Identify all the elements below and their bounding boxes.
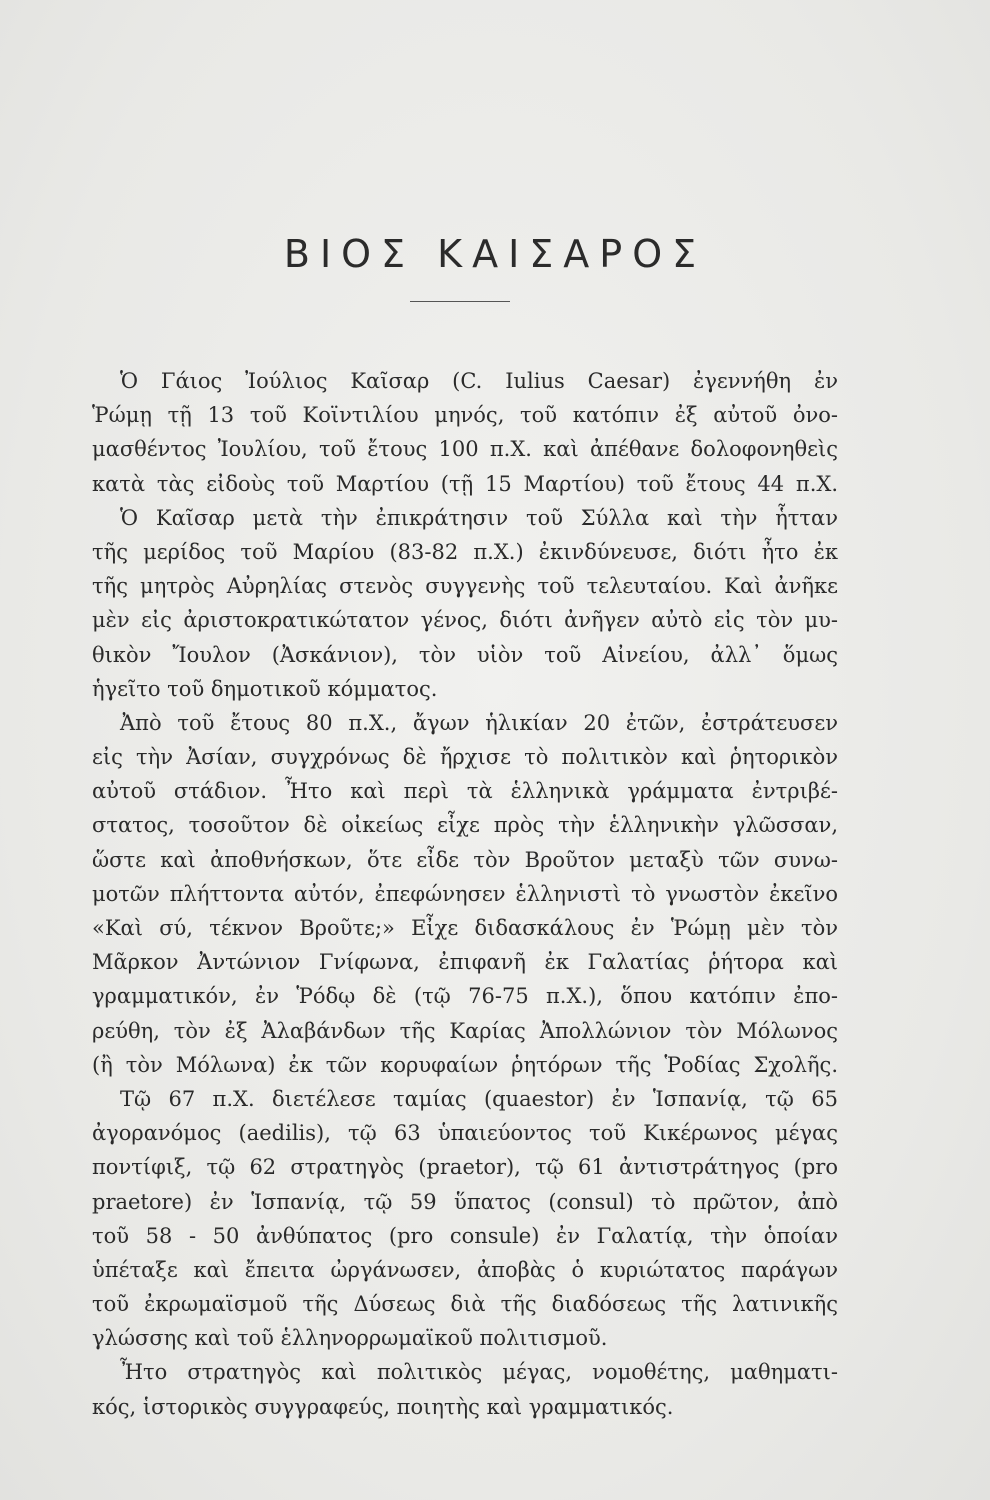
text-line: ἀγορανόμος (aedilis), τῷ 63 ὑπαιεύοντος τοῦ Κικέρωνος μέγας [92, 1121, 838, 1146]
text-line: Ἦτο στρατηγὸς καὶ πολιτικὸς μέγας, νομοθέτης, μαθηματι- [120, 1360, 838, 1385]
text-line: τῆς μερίδος τοῦ Μαρίου (83-82 π.Χ.) ἐκινδύνευσε, διότι ἦτο ἐκ [92, 539, 838, 564]
text-line: γλώσσης καὶ τοῦ ἑλληνορρωμαϊκοῦ πολιτισμοῦ. [92, 1326, 608, 1351]
text-line: Ὁ Καῖσαρ μετὰ τὴν ἐπικράτησιν τοῦ Σύλλα καὶ τὴν ἧτταν [120, 505, 838, 530]
text-line: μὲν εἰς ἀριστοκρατικώτατον γένος, διότι ἀνῆγεν αὐτὸ εἰς τὸν μυ- [92, 608, 838, 633]
text-line: μασθέντος Ἰουλίου, τοῦ ἔτους 100 π.Χ. καὶ ἀπέθανε δολοφονηθεὶς [92, 437, 838, 462]
text-line: μοτῶν πλήττοντα αὐτόν, ἐπεφώνησεν ἑλληνιστὶ τὸ γνωστὸν ἐκεῖνο [92, 881, 838, 906]
text-line: ὑπέταξε καὶ ἔπειτα ὠργάνωσεν, ἀποβὰς ὁ κυριώτατος παράγων [92, 1257, 838, 1282]
text-line: ὥστε καὶ ἀποθνήσκων, ὅτε εἶδε τὸν Βροῦτον μεταξὺ τῶν συνω- [92, 847, 838, 872]
text-line: τοῦ ἐκρωμαϊσμοῦ τῆς Δύσεως διὰ τῆς διαδόσεως τῆς λατινικῆς [92, 1292, 838, 1317]
text-line: «Καὶ σύ, τέκνον Βροῦτε;» Εἶχε διδασκάλους ἐν Ῥώμῃ μὲν τὸν [92, 916, 838, 940]
text-line: Ἀπὸ τοῦ ἔτους 80 π.Χ., ἄγων ἡλικίαν 20 ἐτῶν, ἐστράτευσεν [120, 710, 838, 735]
title-divider [410, 301, 510, 302]
page-title: ΒΙΟΣ ΚΑΙΣΑΡΟΣ [283, 232, 707, 276]
text-line: Ῥώμῃ τῇ 13 τοῦ Κοϊντιλίου μηνός, τοῦ κατόπιν ἐξ αὐτοῦ ὀνο- [92, 403, 838, 428]
text-line: Ὁ Γάιος Ἰούλιος Καῖσαρ (C. Iulius Caesar) ἐγεννήθη ἐν [120, 369, 838, 393]
text-line: ρεύθη, τὸν ἐξ Ἀλαβάνδων τῆς Καρίας Ἀπολλώνιον τὸν Μόλωνος [92, 1018, 838, 1043]
text-line: γραμματικόν, ἐν Ῥόδῳ δὲ (τῷ 76-75 π.Χ.), ὅπου κατόπιν ἐπο- [92, 984, 838, 1009]
text-line: τῆς μητρὸς Αὐρηλίας στενὸς συγγενὴς τοῦ τελευταίου. Καὶ ἀνῆκε [92, 574, 838, 599]
text-line: ἡγεῖτο τοῦ δημοτικοῦ κόμματος. [92, 676, 438, 701]
text-line: ποντίφιξ, τῷ 62 στρατηγὸς (praetor), τῷ 61 ἀντιστράτηγος (pro [92, 1155, 838, 1180]
text-line: (ἢ τὸν Μόλωνα) ἐκ τῶν κορυφαίων ῥητόρων τῆς Ῥοδίας Σχολῆς. [92, 1052, 838, 1077]
text-line: στατος, τοσοῦτον δὲ οἰκείως εἶχε πρὸς τὴν ἑλληνικὴν γλῶσσαν, [92, 813, 838, 838]
text-line: θικὸν Ἴουλον (Ἀσκάνιον), τὸν υἱὸν τοῦ Αἰνείου, ἀλλ᾽ ὅμως [92, 642, 838, 667]
text-line: praetore) ἐν Ἱσπανίᾳ, τῷ 59 ὕπατος (consul) τὸ πρῶτον, ἀπὸ [92, 1189, 838, 1214]
text-line: Τῷ 67 π.Χ. διετέλεσε ταμίας (quaestor) ἐν Ἱσπανίᾳ, τῷ 65 [120, 1086, 838, 1111]
text-line: εἰς τὴν Ἀσίαν, συγχρόνως δὲ ἤρχισε τὸ πολιτικὸν καὶ ῥητορικὸν [92, 745, 838, 770]
text-line: Μᾶρκον Ἀντώνιον Γνίφωνα, ἐπιφανῆ ἐκ Γαλατίας ῥήτορα καὶ [92, 950, 838, 975]
text-line: κατὰ τὰς εἰδοὺς τοῦ Μαρτίου (τῇ 15 Μαρτίου) τοῦ ἔτους 44 π.Χ. [92, 471, 838, 496]
text-line: αὐτοῦ στάδιον. Ἦτο καὶ περὶ τὰ ἑλληνικὰ γράμματα ἐντριβέ- [92, 779, 838, 804]
text-line: τοῦ 58 - 50 ἀνθύπατος (pro consule) ἐν Γαλατίᾳ, τὴν ὁποίαν [92, 1223, 838, 1248]
body-text [92, 364, 838, 1424]
text-line: κός, ἱστορικὸς συγγραφεύς, ποιητὴς καὶ γραμματικός. [92, 1394, 674, 1419]
